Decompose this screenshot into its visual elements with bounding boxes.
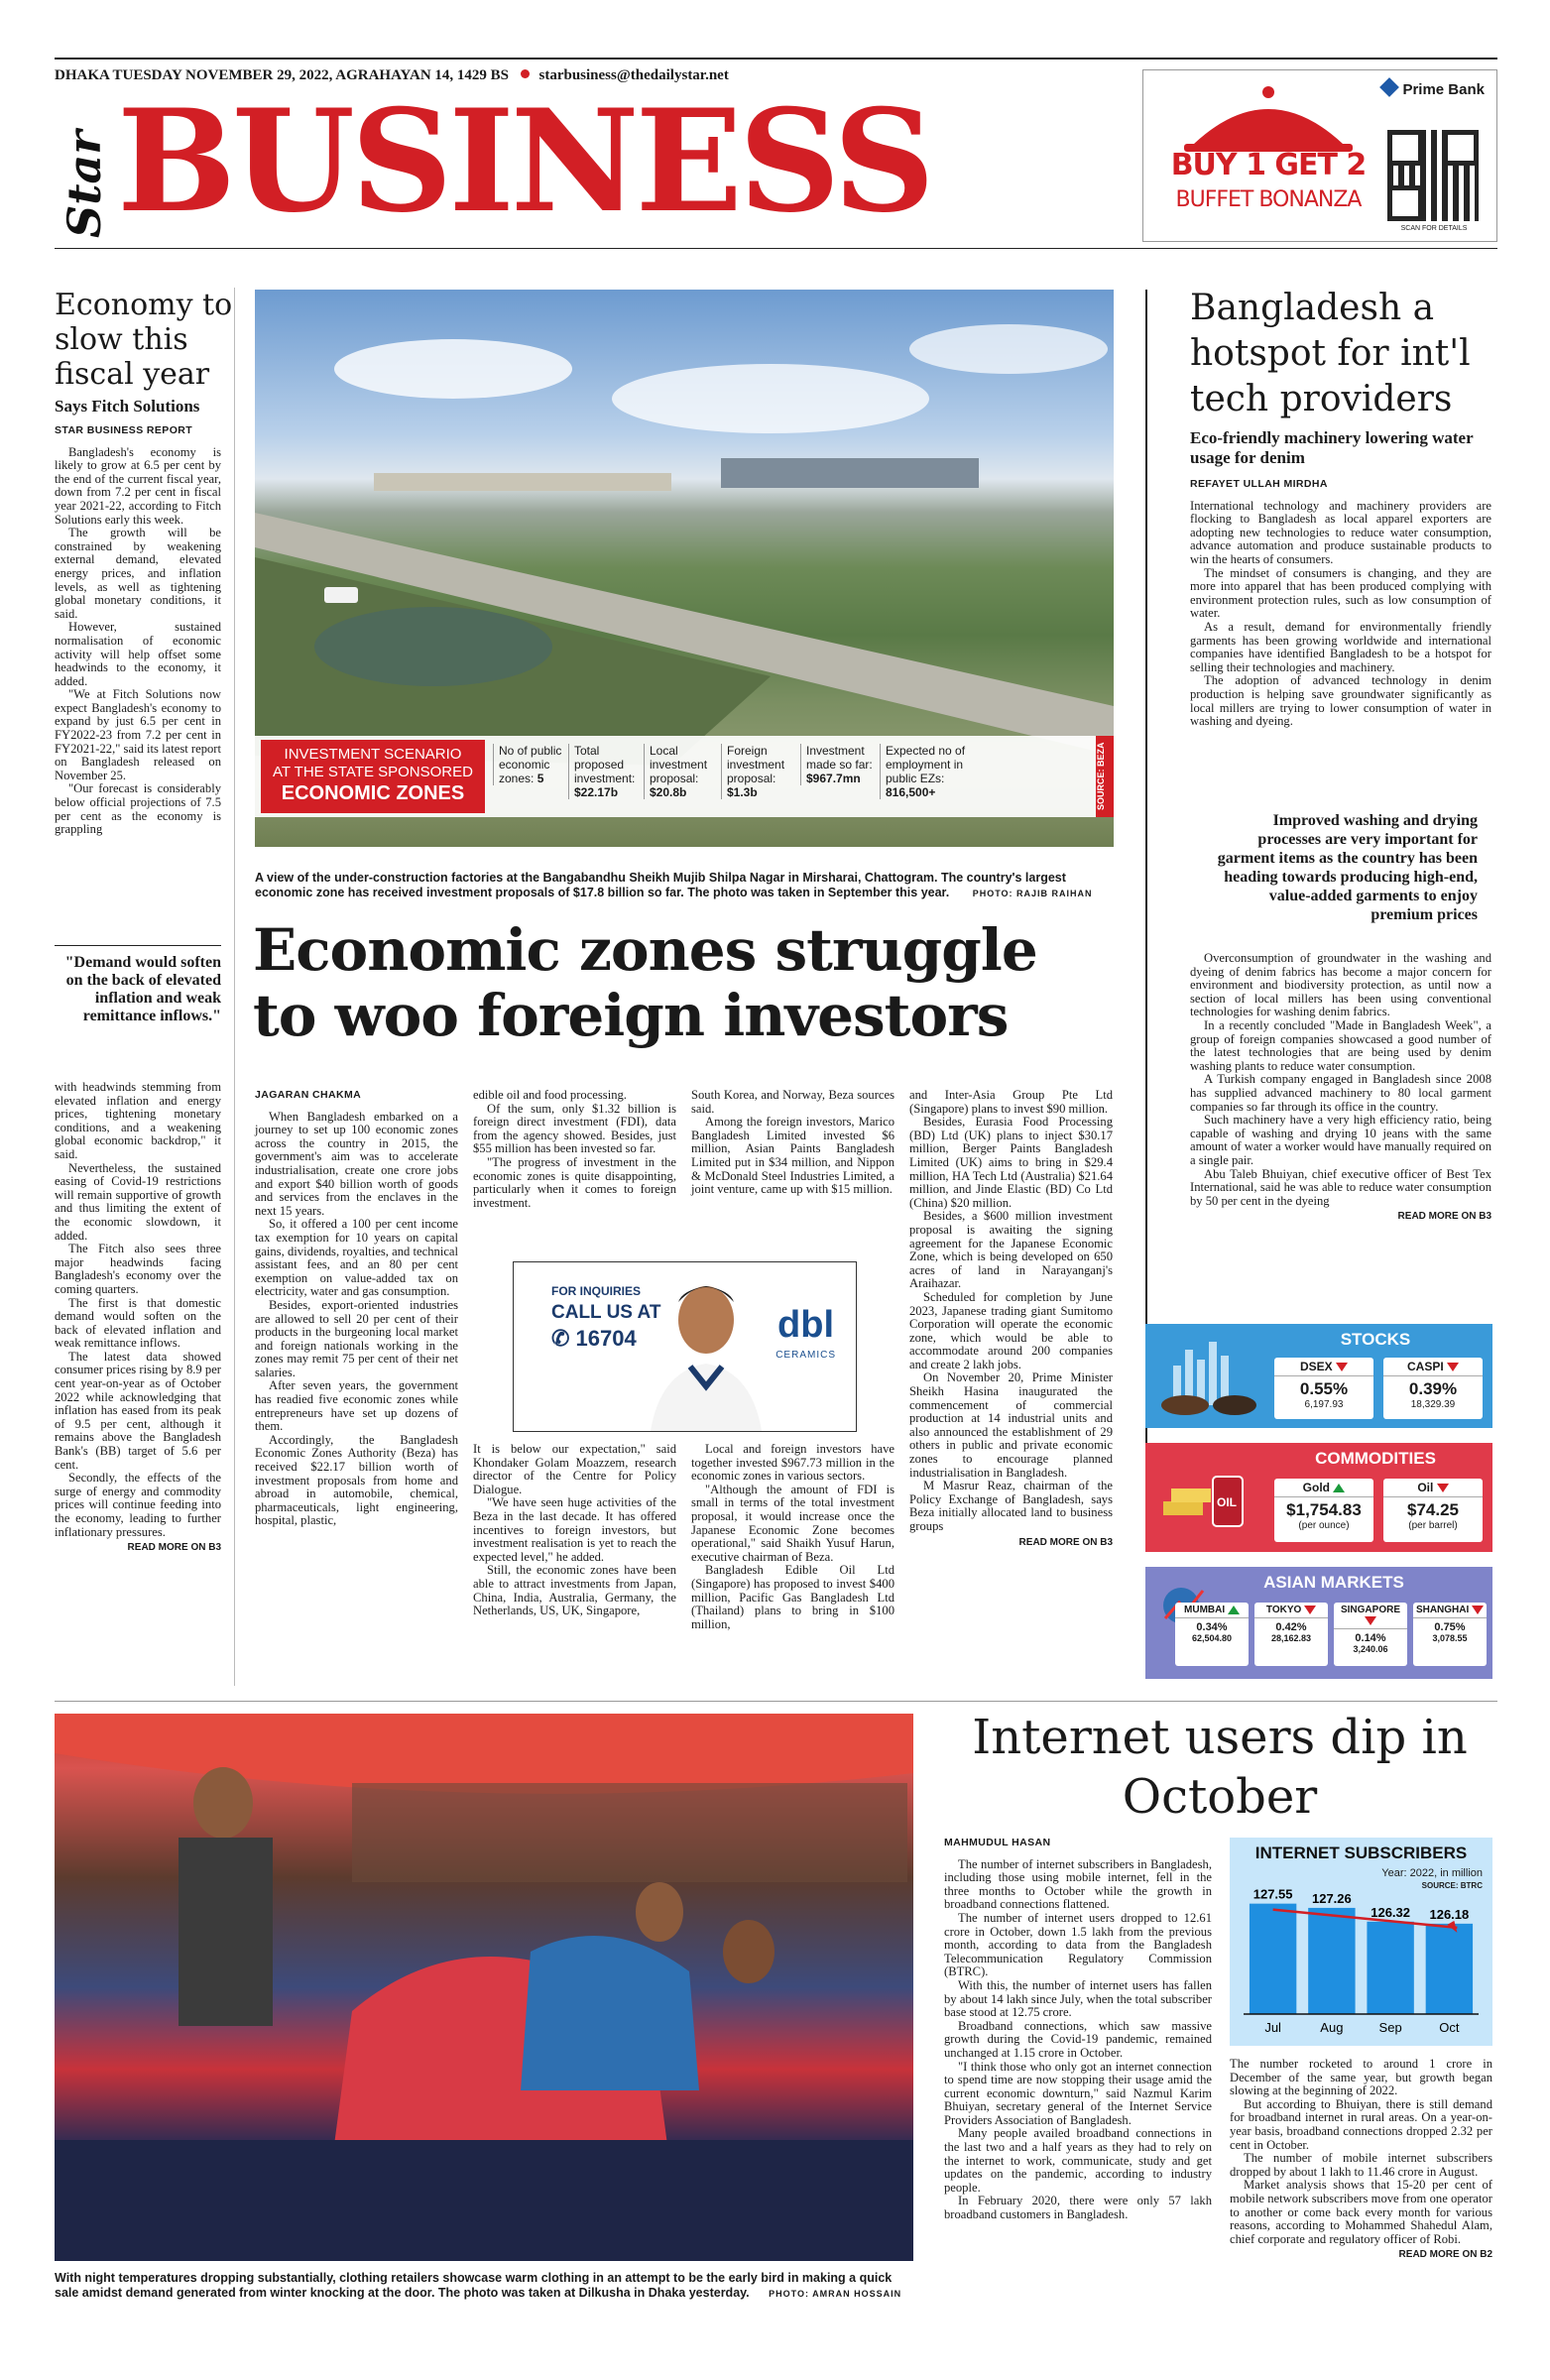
star-logo — [52, 129, 111, 238]
ez-para: "We have seen huge activities of the Beza in the last decade. It has offered incentives to foreign investors, but investment realisation is yet to reach the expected level," he added. — [473, 1495, 676, 1564]
ez-photo — [255, 290, 1114, 847]
market-tile-change: 0.42% — [1275, 1621, 1307, 1633]
market-tile — [1274, 1358, 1373, 1419]
tech-para: A Turkish company engaged in Bangladesh since 2008 has supplied advanced machinery to 80 local garment companies so far through its office in the country. — [1190, 1072, 1491, 1114]
internet-para: The number of internet users dropped to 12.61 crore in October, down 1.5 lakh from the previous month, according to data from the Bangladesh Telecommunication Regulatory Commission (BTRC). — [944, 1910, 1212, 1979]
internet-para: In February 2020, there were only 57 lakh broadband customers in Bangladesh. — [944, 2194, 1212, 2222]
ez-banner-line: ECONOMIC ZONES — [281, 782, 465, 804]
chart-subtitle: Year: 2022, in million — [1381, 1867, 1483, 1879]
ez-stat-value: $1.3b — [727, 785, 758, 799]
ez-stat-label: Total proposed investment: — [574, 744, 636, 785]
chart-bar — [1426, 1924, 1473, 2014]
internet-para: With this, the number of internet users has fallen by about 14 lakh since July, when the total subscriber base stood at 12.75 crore. — [944, 1977, 1212, 2020]
internet-para: But according to Bhuiyan, there is still demand for broadband internet in rural areas. On a year-on-year basis, broadband connections dropped 2.32 per cent in October. — [1230, 2096, 1492, 2152]
top-rule — [55, 58, 1497, 60]
market-tile — [1254, 1603, 1328, 1666]
market-tile-name — [1383, 1358, 1483, 1376]
ez-col-2b — [473, 1443, 676, 1618]
dbl-ad-brand-sub: CERAMICS — [775, 1350, 836, 1361]
fitch-para: Nevertheless, the sustained easing of Covid-19 restrictions will remain supportive of growth and thus limiting the extent of the economic slowdown, it added. — [55, 1160, 221, 1243]
ez-para: M Masrur Reaz, chairman of the Policy Exchange of Bangladesh, says Beza initially allocated land to business groups — [909, 1479, 1113, 1533]
dbl-ad-phone — [551, 1326, 637, 1352]
tech-headline: Bangladesh a hotspot for int'l tech providers — [1190, 288, 1471, 419]
fitch-para: However, sustained normalisation of economic activity will help offset some headwinds to the economy, it added. — [55, 620, 221, 688]
market-tile-name — [1175, 1603, 1249, 1618]
commodities-box — [1145, 1443, 1492, 1552]
market-tile-value: 3,240.06 — [1353, 1644, 1388, 1654]
ez-para: Among the foreign investors, Marico Bangladesh Limited invested $6 million, Asian Paints Bangladesh Limited put in $34 million, and Nippon & McDonald Steel Industries Limited, a joint venture, came up with $15 million. — [691, 1115, 894, 1197]
ez-para: Scheduled for completion by June 2023, Japanese trading giant Sumitomo Corporation will operate the economic zone, which would be able to accommodate around 200 companies and create 2 lakh jobs. — [909, 1289, 1113, 1371]
ez-para: "Although the amount of FDI is small in terms of the total investment proposal, it would increase once the Japanese Economic Zone becomes operational," said Shaikh Yusuf Harun, executive chairman of Beza. — [691, 1482, 894, 1564]
market-tile-value: 3,078.55 — [1432, 1633, 1468, 1643]
market-tile — [1175, 1603, 1249, 1666]
arrow-up-icon — [1228, 1606, 1240, 1614]
ez-banner — [261, 740, 485, 813]
prime-bank-ad[interactable] — [1142, 69, 1497, 242]
ez-headline: Economic zones struggle to woo foreign investors — [253, 916, 1037, 1049]
dbl-ad-person — [641, 1272, 770, 1431]
ez-col-1 — [255, 1089, 458, 1528]
fitch-para: Secondly, the effects of the surge of energy and commodity prices will continue feeding into the economy, leading to further inflationary pressures. — [55, 1471, 221, 1539]
market-tile-change: 0.55% — [1299, 1379, 1349, 1398]
chart-category-label: Aug — [1320, 2020, 1344, 2035]
arrow-down-icon — [1472, 1606, 1484, 1614]
dbl-ad-brand: dbl — [777, 1304, 834, 1346]
ez-stat-value: $22.17b — [574, 785, 619, 799]
ez-para: Besides, a $600 million investment proposal is awaiting the signing agreement for the Japanese Economic Zone, which is being developed on 650 acres of land in Narayanganj's Araihazar. — [909, 1209, 1113, 1291]
fitch-body-a — [55, 424, 221, 837]
market-tile-name-text: Oil — [1417, 1481, 1437, 1494]
tech-body-b — [1190, 952, 1491, 1224]
stocks-box — [1145, 1324, 1492, 1428]
ez-stat — [880, 744, 995, 799]
fitch-para: "We at Fitch Solutions now expect Bangladesh's economy to expand by just 6.5 per cent in FY2022-23 from 7.2 per cent in FY2021-22," said its latest report on Bangladesh released on November 25. — [55, 687, 221, 782]
ez-stat-label: Foreign investment proposal: — [727, 744, 785, 785]
chart-category-label: Sep — [1378, 2020, 1402, 2035]
phone-icon: ✆ — [551, 1326, 576, 1351]
ez-stat — [644, 744, 721, 799]
ez-stat — [721, 744, 800, 799]
market-tile-change: 0.75% — [1434, 1621, 1466, 1633]
fitch-subhead: Says Fitch Solutions — [55, 397, 200, 416]
fitch-quote-rule — [55, 945, 221, 946]
ez-stat — [800, 744, 880, 785]
cloche-icon — [1179, 84, 1358, 154]
fitch-pullquote: "Demand would soften on the back of elevated inflation and weak remittance inflows." — [64, 954, 221, 1024]
fitch-headline: Economy to slow this fiscal year — [55, 288, 233, 392]
tech-pullquote: Improved washing and drying processes are very important for garment items as the country has been heading towards producing high-end, value-added garments to enjoy premium prices — [1217, 812, 1478, 923]
stocks-title: STOCKS — [1340, 1330, 1411, 1349]
market-tile-name — [1274, 1358, 1373, 1376]
ez-caption — [255, 871, 1114, 901]
commodities-icon — [1153, 1457, 1262, 1541]
ez-stat — [568, 744, 644, 799]
arrow-up-icon — [1333, 1484, 1345, 1492]
dbl-ad-call: CALL US AT — [551, 1302, 661, 1323]
market-tile-change: $1,754.83 — [1286, 1500, 1362, 1519]
ez-stat — [493, 744, 568, 785]
ez-caption-text: A view of the under-construction factories at the Bangabandhu Sheikh Mujib Shilpa Nagar in Mirsharai, Chattogram. The country's largest economic zone has received investment proposals of $17.8 billion so far. The photo was taken in September this year. — [255, 871, 1066, 899]
ez-para: Besides, Eurasia Food Processing (BD) Ltd (UK) plans to inject $30.17 million, Berger Paints Bangladesh Limited (UK) aims to bring in $29.4 million, HA Tech Ltd (Australia) $21.64 million, and Jinde Elastic (BD) Co Ltd (China) $20 million. — [909, 1115, 1113, 1210]
tech-body-a — [1190, 478, 1491, 729]
ez-para: Of the sum, only $1.32 billion is foreign direct investment (FDI), data from the agency showed. Besides, just $55 million has been invested so far. — [473, 1101, 676, 1156]
market-tile-name-text: Gold — [1302, 1481, 1334, 1494]
market-tile — [1413, 1603, 1487, 1666]
ez-para: On November 20, Prime Minister Sheikh Hasina inaugurated the commencement of commercial production at 14 industrial units and also announced the establishment of 29 others in public and private economic zones to encourage planned industrialisation in Bangladesh. — [909, 1370, 1113, 1480]
dbl-ceramics-ad[interactable] — [513, 1261, 857, 1432]
market-tile-name-text: SHANGHAI — [1415, 1605, 1473, 1615]
chart-value-label: 126.18 — [1429, 1906, 1470, 1922]
market-tile — [1274, 1479, 1373, 1542]
ez-para: Besides, export-oriented industries are allowed to sell 20 per cent of their products in the burgeoning local market and foreign nationals working in the zones may remit 75 per cent of their net salaries. — [255, 1297, 458, 1379]
tech-para: Abu Taleb Bhuiyan, chief executive officer of Best Tex International, said he was able to reduce water consumption by 50 per cent in the dyeing — [1190, 1166, 1491, 1208]
chart-category-label: Jul — [1264, 2020, 1281, 2035]
chart-bar — [1250, 1904, 1296, 2014]
qr-code[interactable] — [1387, 130, 1479, 221]
chart-bar — [1367, 1922, 1413, 2014]
tech-byline: REFAYET ULLAH MIRDHA — [1190, 478, 1328, 490]
ez-source: SOURCE: BEZA — [1096, 736, 1114, 817]
chart-category-label: Oct — [1439, 2020, 1460, 2035]
internet-para: Many people availed broadband connections in the last two and a half years as they had to rely on the internet to work, communicate, study and get updates on the pandemic, according to industry people. — [944, 2126, 1212, 2195]
market-tile-change: 0.14% — [1355, 1632, 1386, 1644]
tech-para: The mindset of consumers is changing, and they are more into apparel that has been produced complying with environment protection rules, such as low consumption of water. — [1190, 565, 1491, 621]
ez-para: So, it offered a 100 per cent income tax exemption for 10 years on capital gains, dividends, royalties, and technical assistant fees, and an 80 per cent exemption on value-added tax on electricity, water and gas consumption. — [255, 1217, 458, 1299]
market-tile-value: 18,329.39 — [1410, 1399, 1456, 1410]
internet-para: "I think those who only got an internet connection to spend time are now stopping their usage amid the current economic downturn," said Nazmul Karim Bhuiyan, secretary general of the Internet Service Providers Association of Bangladesh. — [944, 2059, 1212, 2127]
tech-para: Overconsumption of groundwater in the washing and dyeing of denim fabrics has become a major concern for environment and biodiversity protection, as until now a section of local millers has been using conventional technologies for washing denim fabrics. — [1190, 951, 1491, 1019]
chart-value-label: 126.32 — [1371, 1904, 1411, 1920]
arrow-down-icon — [1304, 1606, 1316, 1614]
fitch-para: "Our forecast is considerably below official projections of 7.5 per cent as the economy is grappling — [55, 781, 221, 837]
arrow-down-icon — [1447, 1363, 1459, 1371]
fitch-para: The growth will be constrained by weakening external demand, elevated energy prices, and inflation levels, as well as tightening global monetary conditions, it said. — [55, 526, 221, 621]
arrow-down-icon — [1365, 1616, 1376, 1625]
clothing-photo-credit: PHOTO: AMRAN HOSSAIN — [769, 2289, 902, 2299]
star-logo-text: Star — [58, 130, 111, 238]
market-tile-name-text: CASPI — [1406, 1360, 1447, 1373]
fitch-byline: STAR BUSINESS REPORT — [55, 424, 193, 436]
ez-col-4 — [909, 1089, 1113, 1549]
prime-bank-icon — [1380, 77, 1400, 97]
chart-value-label: 127.26 — [1311, 1890, 1352, 1906]
qr-caption: SCAN FOR DETAILS — [1400, 225, 1468, 232]
chart-plot — [1230, 1838, 1492, 2046]
asian-markets-title: ASIAN MARKETS — [1263, 1573, 1404, 1592]
market-tile — [1334, 1603, 1407, 1666]
ez-para: After seven years, the government has readied five economic zones while entrepreneurs have set up dozens of them. — [255, 1378, 458, 1434]
commodities-title: COMMODITIES — [1315, 1449, 1436, 1468]
tech-subhead: Eco-friendly machinery lowering water usage for denim — [1190, 428, 1474, 467]
market-tile-name-text: MUMBAI — [1184, 1605, 1228, 1615]
ez-banner-line: INVESTMENT SCENARIO — [284, 746, 462, 763]
tech-para: International technology and machinery providers are flocking to Bangladesh as local apparel exporters are adopting new technologies to reduce water consumption, advance automation and produce sustainable products to win the hearts of consumers. — [1190, 498, 1491, 566]
chart-title: INTERNET SUBSCRIBERS — [1254, 1844, 1468, 1862]
prime-bank-logo — [1382, 80, 1485, 98]
market-tile-name-text: DSEX — [1299, 1360, 1336, 1373]
internet-para: The number rocketed to around 1 crore in December of the same year, but growth began slowing at the beginning of 2022. — [1230, 2057, 1492, 2098]
tech-para: Such machinery have a very high efficiency ratio, being capable of washing and drying 10 jeans with the same amount of water a worker would have manually required on a single pair. — [1190, 1113, 1491, 1167]
ez-stat-label: Expected no of employment in public EZs: — [886, 744, 966, 785]
market-tile-value: 62,504.80 — [1191, 1633, 1233, 1643]
clothing-photo-scene — [55, 1714, 913, 2261]
fitch-read-more[interactable]: READ MORE ON B3 — [127, 1542, 221, 1554]
ez-col-3b — [691, 1443, 894, 1631]
ad-buy-line: BUY 1 GET 2 — [1170, 148, 1367, 182]
chart-value-label: 127.55 — [1252, 1886, 1293, 1902]
market-tile-change: 0.39% — [1408, 1379, 1458, 1398]
fitch-para: The first is that domestic demand would soften on the back of elevated inflation and weak remittance inflows. — [55, 1295, 221, 1351]
clothing-caption-text: With night temperatures dropping substantially, clothing retailers showcase warm clothing in an attempt to be the early bird in making a quick sale amidst demand generated from winter knocking at the door. The photo was taken at Dilkusha in Dhaka yesterday. — [55, 2271, 893, 2300]
arrow-down-icon — [1437, 1484, 1449, 1492]
internet-headline: Internet users dip in October — [972, 1710, 1468, 1825]
section-title: BUSINESS — [117, 79, 931, 244]
ez-para: Still, the economic zones have been able to attract investments from Japan, China, India, Australia, Germany, the Netherlands, US, UK, Singapore, — [473, 1563, 676, 1618]
svg-text:OIL: OIL — [1217, 1495, 1237, 1509]
market-tile-name-text: SINGAPORE — [1340, 1605, 1400, 1615]
ez-infographic — [255, 736, 1114, 817]
ez-stat-label: Investment made so far: — [806, 744, 873, 772]
ez-photo-credit: PHOTO: RAJIB RAIHAN — [972, 889, 1093, 898]
market-tile-change: 0.34% — [1196, 1621, 1228, 1633]
ez-stat-value: 816,500+ — [886, 785, 936, 799]
internet-chart — [1230, 1838, 1492, 2046]
market-tile — [1383, 1358, 1483, 1419]
tech-para: As a result, demand for environmentally friendly garments has been growing worldwide and international companies have identified Bangladesh to be a hotspot for selling their technologies and machinery. — [1190, 619, 1491, 674]
fitch-para: with headwinds stemming from elevated inflation and energy prices, tightening monetary conditions, and a weakening global economic backdrop," it said. — [55, 1080, 221, 1161]
market-tile-name — [1274, 1479, 1373, 1497]
dbl-ad-inquiries: FOR INQUIRIES — [551, 1284, 642, 1298]
chart-source: SOURCE: BTRC — [1421, 1881, 1483, 1890]
market-tile-name — [1383, 1479, 1483, 1497]
tech-para: In a recently concluded "Made in Bangladesh Week", a group of foreign companies showcased a good number of the latest technologies that are being used by denim washing plants to reduce water consumption. — [1190, 1017, 1491, 1073]
ez-para: Bangladesh Edible Oil Ltd (Singapore) has proposed to invest $400 million, Pacific Gas Bangladesh Ltd (Thailand) plans to bring in $100 million, — [691, 1563, 894, 1631]
ez-para: Local and foreign investors have together invested $967.73 million in the economic zones in various sectors. — [691, 1442, 894, 1484]
asian-markets-box — [1145, 1567, 1492, 1679]
ez-stat-value: $20.8b — [650, 785, 687, 799]
ez-para: edible oil and food processing. — [473, 1088, 627, 1102]
internet-para: Broadband connections, which saw massive growth during the Covid-19 pandemic, remained unchanged at 1.15 crore in October. — [944, 2018, 1212, 2060]
ez-stat-label: No of public economic zones: — [499, 744, 562, 785]
dateline-text: DHAKA TUESDAY NOVEMBER 29, 2022, AGRAHAYAN 14, 1429 BS — [55, 67, 509, 83]
market-tile-value: (per barrel) — [1408, 1520, 1458, 1531]
market-tile-change: $74.25 — [1407, 1500, 1459, 1519]
ez-para: Accordingly, the Bangladesh Economic Zones Authority (Beza) has received $22.17 billion worth of investment proposals from home and abroad in automobile, chemical, pharmaceuticals, light engineering, hospital, plastic, — [255, 1432, 458, 1528]
fitch-divider — [234, 288, 235, 1686]
ez-para: "The progress of investment in the economic zones is quite disappointing, particularly when it comes to foreign investment. — [473, 1154, 676, 1210]
market-tile-name — [1254, 1603, 1328, 1618]
masthead-bottom-rule — [55, 248, 1497, 249]
ez-col-2 — [473, 1089, 676, 1210]
bull-bear-icon — [1153, 1336, 1262, 1420]
fitch-para: The Fitch also sees three major headwinds facing Bangladesh's economy over the coming quarters. — [55, 1242, 221, 1296]
clothing-photo — [55, 1714, 913, 2261]
tech-read-more[interactable]: READ MORE ON B3 — [1397, 1211, 1491, 1223]
market-tile — [1383, 1479, 1483, 1542]
ez-banner-line: AT THE STATE SPONSORED — [273, 764, 473, 780]
market-tile-value: (per ounce) — [1298, 1520, 1350, 1531]
tech-para: The adoption of advanced technology in denim production is helping save groundwater significantly as local millers are trying to lower consumption of water in washing and dyeing. — [1190, 673, 1491, 729]
ez-para: and Inter-Asia Group Pte Ltd (Singapore) plans to invest $90 million. — [909, 1088, 1113, 1116]
market-tile-value: 6,197.93 — [1304, 1399, 1344, 1410]
market-tile-value: 28,162.83 — [1270, 1633, 1312, 1643]
ez-stat-label: Local investment proposal: — [650, 744, 708, 785]
fitch-para: The latest data showed consumer prices rising by 8.9 per cent year-on-year as of October 2022 while acknowledging that inflation has eased from its peak of 9.5 per cent, although it remains above the Bangladesh Bank's (BB) target of 5.6 per cent. — [55, 1349, 221, 1472]
ez-col-3 — [691, 1089, 894, 1197]
ez-stat-value: $967.7mn — [806, 772, 861, 785]
tech-divider — [1145, 290, 1147, 1470]
internet-body-b — [1230, 2058, 1492, 2262]
bottom-section-rule — [55, 1701, 1497, 1702]
ez-para: When Bangladesh embarked on a journey to set up 100 economic zones across the country in 2015, the government's aim was to accelerate industrialisation, create one crore jobs and export $40 billion worth of goods and services from the enclaves in the next 15 years. — [255, 1109, 458, 1218]
internet-body-a — [944, 1837, 1212, 2222]
internet-para: The number of mobile internet subscribers dropped by about 1 lakh to 11.46 crore in August. — [1230, 2151, 1492, 2179]
clothing-caption — [55, 2271, 913, 2302]
internet-byline: MAHMUDUL HASAN — [944, 1837, 1051, 1848]
ez-byline: JAGARAN CHAKMA — [255, 1089, 362, 1101]
ez-stat-value: 5 — [537, 772, 544, 785]
market-tile-name — [1413, 1603, 1487, 1618]
fitch-para: Bangladesh's economy is likely to grow at 6.5 per cent by the end of the current fiscal year, down from 7.2 per cent in fiscal year 2021-22, according to Fitch Solutions early this week. — [55, 444, 221, 527]
ez-para: It is below our expectation," said Khondaker Golam Moazzem, research director of the Centre for Policy Dialogue. — [473, 1442, 676, 1496]
dbl-ad-phone-number: 16704 — [575, 1326, 637, 1351]
market-tile-name-text: TOKYO — [1265, 1605, 1305, 1615]
fitch-body-b — [55, 1081, 221, 1555]
chart-bar — [1308, 1908, 1355, 2014]
prime-bank-name: Prime Bank — [1402, 81, 1485, 98]
internet-para: The number of internet subscribers in Bangladesh, including those using mobile internet, fell in the three months to October while the growth in broadband connections flattened. — [944, 1856, 1212, 1912]
ez-read-more[interactable]: READ MORE ON B3 — [1018, 1536, 1113, 1548]
market-tile-name — [1334, 1603, 1407, 1629]
internet-para: Market analysis shows that 15-20 per cent of mobile network subscribers move from one operator to another or come back every month for various reasons, according to Mohammed Shahedul Alam, chief corporate and regulatory officer of Robi. — [1230, 2178, 1492, 2246]
dateline-email: starbusiness@thedailystar.net — [538, 67, 729, 83]
arrow-down-icon — [1336, 1363, 1348, 1371]
ad-buffet-line: BUFFET BONANZA — [1175, 187, 1362, 212]
ez-para: South Korea, and Norway, Beza sources said. — [691, 1088, 894, 1116]
internet-read-more[interactable]: READ MORE ON B2 — [1398, 2249, 1492, 2261]
